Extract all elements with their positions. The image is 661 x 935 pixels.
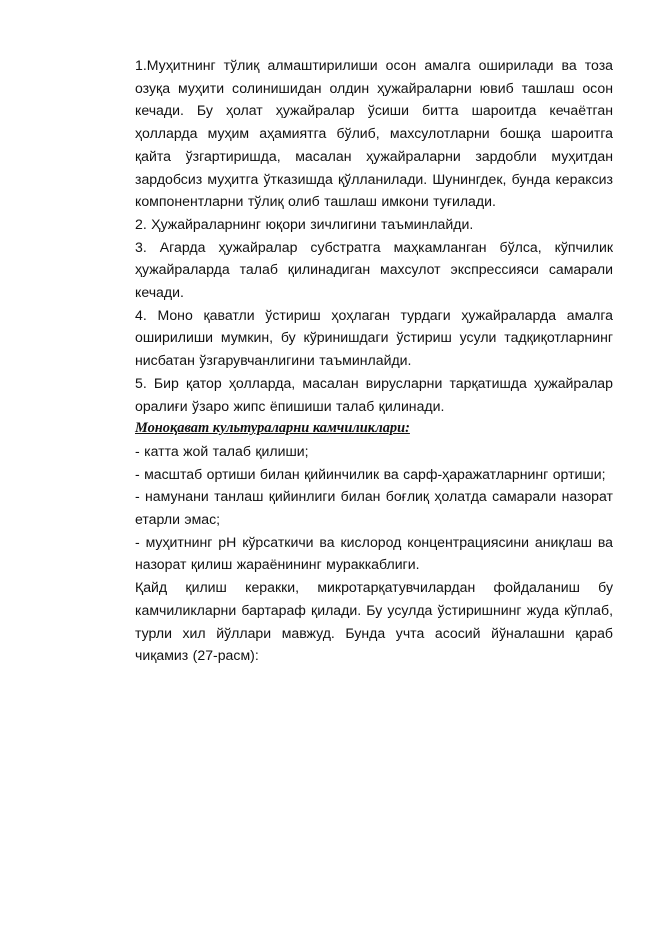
list-item-disadvantage-4: - муҳитнинг рН кўрсаткичи ва кислород концентрациясини аниқлаш ва назорат қилиш жараёнининг мураккаблиги.	[135, 533, 613, 573]
paragraph-advantage-4: 4. Моно қаватли ўстириш ҳоҳлаган турдаги ҳужайраларда амалга оширилиши мумкин, бу кўринишдаги ўстириш усули тадқиқотларнинг нисбатан ўзгарувчанлигини таъминлайди.	[135, 306, 613, 369]
paragraph-advantage-1: 1.Муҳитнинг тўлиқ алмаштирилиши осон амалга оширилади ва тоза озуқа муҳити солинишидан олдин ҳужайраларни ювиб ташлаш осон кечади. Бу ҳолат ҳужайралар ўсиши битта шароитда кечаётган ҳолларда муҳим аҳамиятга бўлиб, махсулотларни бошқа шароитга қайта ўзгартиришда, масалан ҳужайраларни зардобли муҳитдан зардобсиз муҳитга ўтказишда қўлланилади. Шунингдек, бунда кераксиз компонентларни тўлиқ олиб ташлаш имкони туғилади.	[135, 57, 613, 210]
section-heading-disadvantages: Моноқават культураларни камчиликлари:	[135, 420, 410, 437]
paragraph-advantage-2: 2. Ҳужайраларнинг юқори зичлигини таъминлайди.	[135, 215, 474, 232]
paragraph-advantage-3: 3. Агарда ҳужайралар субстратга маҳкамланган бўлса, кўпчилик ҳужайраларда талаб қилинадиган махсулот экспрессияси самарали кечади.	[135, 238, 613, 301]
document-body	[135, 54, 613, 667]
list-item-disadvantage-3: - намунани танлаш қийинлиги билан боғлиқ ҳолатда самарали назорат етарли эмас;	[135, 488, 613, 528]
list-item-disadvantage-2: - масштаб ортиши билан қийинчилик ва сарф-ҳаражатларнинг ортиши;	[135, 465, 606, 482]
list-item-disadvantage-1: - катта жой талаб қилиши;	[135, 442, 309, 459]
paragraph-advantage-5: 5. Бир қатор ҳолларда, масалан вирусларни тарқатишда ҳужайралар оралиғи ўзаро жипс ёпишиши талаб қилинади.	[135, 374, 613, 414]
paragraph-closing: Қайд қилиш керакки, микротарқатувчилардан фойдаланиш бу камчиликларни бартараф қилади. Бу усулда ўстиришнинг жуда кўплаб, турли хил йўллари мавжуд. Бунда учта асосий йўналашни қараб чиқамиз (27-расм):	[135, 579, 613, 664]
